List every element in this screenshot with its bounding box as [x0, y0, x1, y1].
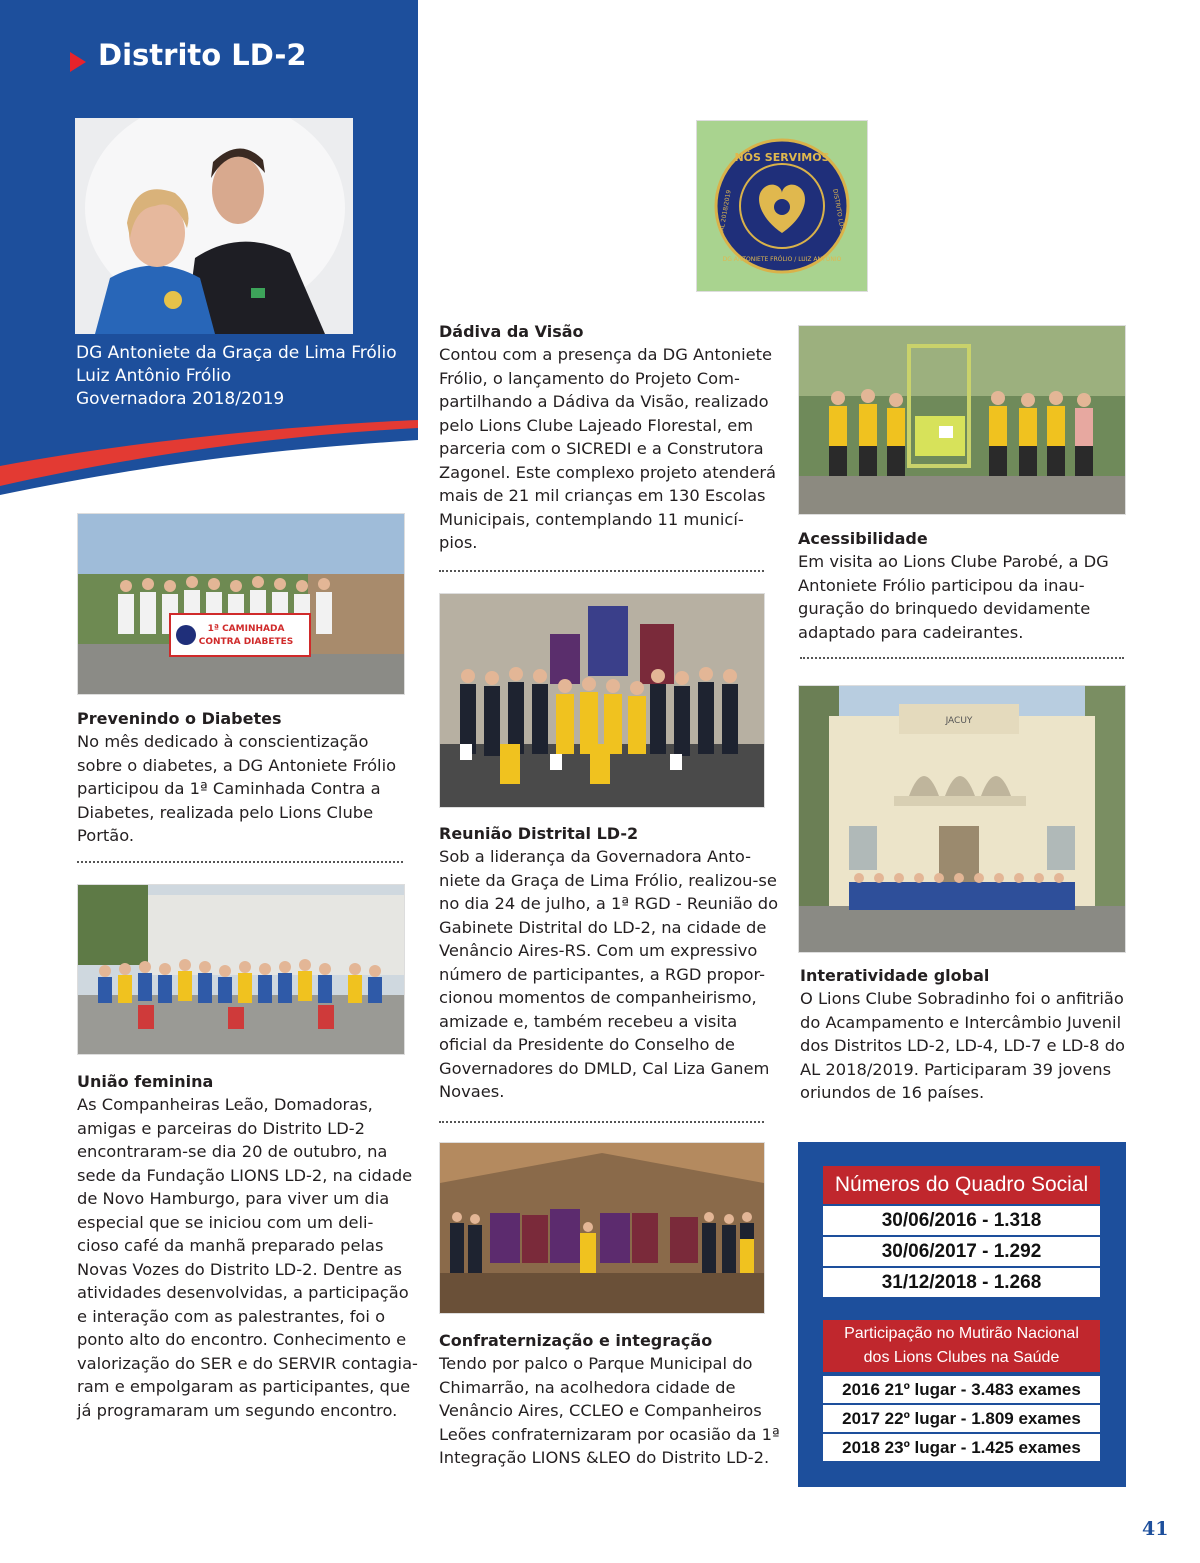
portrait-photo — [75, 118, 353, 334]
text-line: oficial da Presidente do Conselho de — [439, 1035, 735, 1054]
text-line: Diabetes, realizada pelo Lions Clube — [77, 802, 374, 822]
text-line: O Lions Clube Sobradinho foi o anfitrião — [800, 989, 1124, 1008]
text-line: atividades desenvolvidas, a participação — [77, 1283, 409, 1302]
logo-side-right: DISTRITO LD-2 — [831, 188, 846, 234]
text-line: Venâncio Aires-RS. Com um expressivo — [439, 941, 758, 960]
uniao-text — [77, 1093, 418, 1422]
text-line: Novaes. — [439, 1082, 505, 1101]
building-sign: JACUY — [945, 716, 973, 726]
participation-row: 2018 23º lugar - 1.425 exames — [823, 1434, 1100, 1461]
logo-ring-text: DG ANTONIETE FRÓLIO / LUIZ ANTÔNIO — [722, 256, 842, 263]
dadiva-heading: Dádiva da Visão — [439, 322, 584, 341]
acessibilidade-photo — [798, 325, 1126, 515]
text-line: cioso café da manhã preparado pelas — [77, 1236, 384, 1255]
text-line: ram e empolgaram as participantes, que — [77, 1377, 411, 1396]
divider — [800, 657, 1124, 659]
text-line: e interação com as palestrantes, foi o — [77, 1306, 386, 1326]
banner-line2: CONTRA DIABETES — [198, 637, 294, 647]
text-line: sede da Fundação LIONS LD-2, na cidade — [77, 1165, 413, 1185]
participation-row: 2016 21º lugar - 3.483 exames — [823, 1376, 1100, 1403]
interatividade-heading: Interatividade global — [800, 966, 990, 985]
governor-portrait — [75, 118, 353, 334]
caption-line: Governadora 2018/2019 — [76, 389, 285, 409]
text-line: especial que se iniciou com um deli- — [77, 1212, 374, 1232]
text-line: pelo Lions Clube Lajeado Florestal, em — [439, 415, 754, 435]
stats-row: 31/12/2018 - 1.268 — [823, 1268, 1100, 1297]
text-line: Municipais, contemplando 11 municí- — [439, 509, 744, 529]
text-line: dos Distritos LD-2, LD-4, LD-7 e LD-8 do — [800, 1036, 1126, 1055]
text-line: Sob a liderança da Governadora Anto- — [439, 847, 751, 866]
campaign-logo — [696, 120, 868, 292]
divider — [439, 570, 764, 572]
logo-top-text: NÓS SERVIMOS — [734, 151, 830, 164]
text-line: participou da 1ª Caminhada Contra a — [77, 779, 381, 798]
text-line: Tendo por palco o Parque Municipal do — [439, 1354, 753, 1373]
confraternizacao-heading: Confraternização e integração — [439, 1331, 713, 1350]
text-line: de Novo Hamburgo, para viver um dia — [77, 1189, 390, 1208]
text-line: número de participantes, a RGD propor- — [439, 964, 766, 984]
text-line: Venâncio Aires, CCLEO e Companheiros — [439, 1401, 762, 1420]
text-line: Governadores do DMLD, Cal Liza Ganem — [439, 1058, 770, 1078]
text-line: partilhando a Dádiva da Visão, realizado — [439, 392, 769, 411]
text-line: valorização do SER e do SERVIR contagia- — [77, 1353, 418, 1373]
caption-line: DG Antoniete da Graça de Lima Frólio — [76, 343, 397, 363]
text-line: amizade e, também recebeu a visita — [439, 1011, 738, 1031]
portrait-caption — [76, 342, 397, 411]
text-line: oriundos de 16 países. — [800, 1083, 985, 1102]
text-line: parceria com o SICREDI e a Construtora — [439, 439, 764, 458]
confraternizacao-text — [439, 1352, 780, 1470]
text-line: ponto alto do encontro. Conhecimento e — [77, 1330, 407, 1349]
interatividade-photo — [798, 685, 1126, 953]
text-line: As Companheiras Leão, Domadoras, — [77, 1095, 373, 1114]
text-line: sobre o diabetes, a DG Antoniete Frólio — [77, 755, 397, 775]
text-line: amigas e parceiras do Distrito LD-2 — [77, 1118, 365, 1138]
stats-row: 30/06/2017 - 1.292 — [823, 1237, 1100, 1266]
stats-row: 30/06/2016 - 1.318 — [823, 1206, 1100, 1235]
text-line: pios. — [439, 533, 478, 552]
participation-subtitle — [823, 1320, 1100, 1372]
divider — [439, 1121, 764, 1123]
text-line: Gabinete Distrital do LD-2, na cidade de — [439, 917, 767, 937]
text-line: Leões confraternizaram por ocasião da 1ª — [439, 1424, 780, 1444]
subtitle-line: Participação no Mutirão Nacional — [844, 1325, 1079, 1342]
reuniao-text — [439, 845, 778, 1104]
text-line: guração do brinquedo devidamente — [798, 599, 1091, 618]
page-number: 41 — [1142, 1518, 1169, 1540]
diabetes-text — [77, 730, 396, 848]
text-line: niete da Graça de Lima Frólio, realizou-se — [439, 870, 777, 890]
participation-row: 2017 22º lugar - 1.809 exames — [823, 1405, 1100, 1432]
text-line: no dia 24 de julho, a 1ª RGD - Reunião do — [439, 894, 779, 913]
diabetes-walk-photo — [77, 513, 405, 695]
text-line: Frólio, o lançamento do Projeto Com- — [439, 368, 740, 388]
acessibilidade-heading: Acessibilidade — [798, 529, 928, 548]
title-arrow-icon — [70, 52, 86, 72]
text-line: mais de 21 mil crianças em 130 Escolas — [439, 486, 766, 505]
dadiva-text — [439, 343, 776, 555]
divider — [77, 861, 403, 863]
reuniao-heading: Reunião Distrital LD-2 — [439, 824, 639, 843]
text-line: já programaram um segundo encontro. — [77, 1400, 398, 1420]
text-line: Contou com a presença da DG Antoniete — [439, 345, 773, 364]
acessibilidade-text — [798, 550, 1109, 644]
logo-side-left: AL 2018/2019 — [718, 189, 733, 232]
uniao-heading: União feminina — [77, 1072, 214, 1091]
text-line: encontraram-se dia 20 de outubro, na — [77, 1142, 388, 1161]
text-line: Portão. — [77, 826, 135, 845]
stats-title: Números do Quadro Social — [823, 1166, 1100, 1204]
subtitle-line: dos Lions Clubes na Saúde — [863, 1349, 1060, 1366]
text-line: AL 2018/2019. Participaram 39 jovens — [800, 1059, 1112, 1079]
text-line: Integração LIONS &LEO do Distrito LD-2. — [439, 1448, 770, 1467]
text-line: cionou momentos de companheirismo, — [439, 988, 757, 1007]
text-line: Antoniete Frólio participou da inau- — [798, 575, 1085, 595]
text-line: adaptado para cadeirantes. — [798, 622, 1024, 642]
reuniao-photo — [439, 593, 765, 808]
text-line: Novas Vozes do Distrito LD-2. Dentre as — [77, 1259, 403, 1279]
page-title: Distrito LD-2 — [98, 38, 307, 72]
text-line: Em visita ao Lions Clube Parobé, a DG — [798, 552, 1109, 571]
diabetes-heading: Prevenindo o Diabetes — [77, 709, 282, 728]
text-line: No mês dedicado à conscientização — [77, 732, 369, 751]
text-line: Chimarrão, na acolhedora cidade de — [439, 1377, 736, 1397]
confraternizacao-photo — [439, 1142, 765, 1314]
text-line: Zagonel. Este complexo projeto atenderá — [439, 462, 777, 482]
interatividade-text — [800, 987, 1125, 1105]
uniao-photo — [77, 884, 405, 1055]
caption-line: Luiz Antônio Frólio — [76, 366, 232, 386]
banner-line1: 1ª CAMINHADA — [207, 624, 285, 634]
text-line: do Acampamento e Intercâmbio Juvenil — [800, 1012, 1122, 1032]
